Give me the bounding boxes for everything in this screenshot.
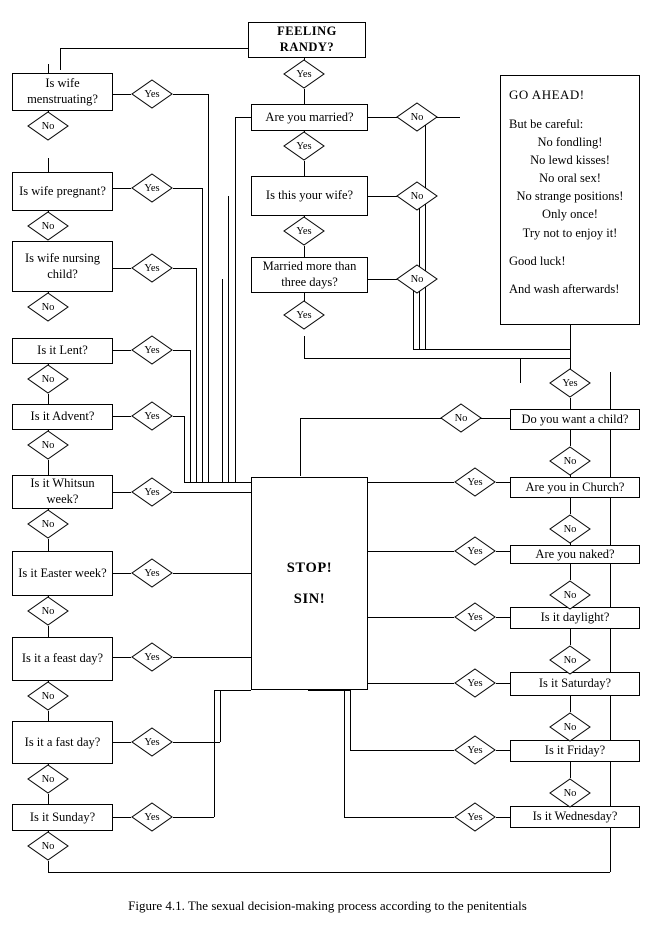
stop-label: STOP! bbox=[286, 559, 333, 576]
connector bbox=[173, 350, 190, 351]
connector bbox=[570, 325, 571, 347]
connector bbox=[425, 349, 570, 350]
decision-no-is-wife-nursing-child: No bbox=[27, 292, 69, 322]
connector bbox=[113, 188, 131, 189]
connector bbox=[520, 358, 521, 383]
connector bbox=[113, 268, 131, 269]
decision-yes-feeling-randy: Yes bbox=[283, 59, 325, 89]
decision-yes-is-it-a-feast-day: Yes bbox=[131, 642, 173, 672]
connector bbox=[304, 89, 305, 104]
decision-yes-married-more-than-three-days: Yes bbox=[283, 300, 325, 330]
connector bbox=[496, 817, 510, 818]
connector bbox=[202, 188, 203, 482]
connector bbox=[304, 336, 305, 358]
decision-yes-are-you-in-church: Yes bbox=[454, 467, 496, 497]
connector bbox=[496, 617, 510, 618]
connector bbox=[368, 551, 454, 552]
node-is-it-a-fast-day: Is it a fast day? bbox=[12, 721, 113, 764]
decision-yes-is-wife-pregnant: Yes bbox=[131, 173, 173, 203]
decision-yes-is-it-saturday: Yes bbox=[454, 668, 496, 698]
connector bbox=[368, 196, 397, 197]
decision-no-are-you-married: No bbox=[396, 102, 438, 132]
connector bbox=[113, 742, 131, 743]
decision-yes-is-it-daylight: Yes bbox=[454, 602, 496, 632]
go-ahead-rule: No fondling! bbox=[537, 134, 603, 149]
connector bbox=[520, 358, 570, 359]
go-ahead-rule: Only once! bbox=[542, 207, 598, 222]
connector bbox=[173, 817, 214, 818]
node-is-wife-nursing-child: Is wife nursing child? bbox=[12, 241, 113, 292]
connector bbox=[304, 358, 520, 359]
connector bbox=[570, 398, 571, 409]
connector bbox=[228, 196, 229, 482]
node-is-it-wednesday: Is it Wednesday? bbox=[510, 806, 640, 828]
decision-yes-are-you-naked: Yes bbox=[454, 536, 496, 566]
connector bbox=[60, 48, 278, 49]
go-ahead-rule: No strange positions! bbox=[516, 189, 624, 204]
decision-yes-is-it-advent: Yes bbox=[131, 401, 173, 431]
connector bbox=[190, 350, 191, 482]
go-ahead-rule: Try not to enjoy it! bbox=[522, 225, 618, 240]
connector bbox=[113, 573, 131, 574]
node-is-it-whitsun-week: Is it Whitsun week? bbox=[12, 475, 113, 509]
decision-no-is-it-whitsun-week: No bbox=[27, 509, 69, 539]
connector bbox=[48, 158, 49, 172]
node-is-it-saturday: Is it Saturday? bbox=[510, 672, 640, 696]
connector bbox=[425, 117, 426, 349]
connector bbox=[570, 696, 571, 712]
connector bbox=[570, 564, 571, 580]
figure-caption: Figure 4.1. The sexual decision-making process according to the penitentials bbox=[128, 898, 527, 913]
terminal-go-ahead bbox=[500, 75, 640, 325]
connector bbox=[350, 690, 351, 750]
decision-yes-is-wife-nursing-child: Yes bbox=[131, 253, 173, 283]
node-married-more-than-three-days: Married more than three days? bbox=[251, 257, 368, 293]
connector bbox=[222, 279, 223, 482]
decision-no-is-it-sunday: No bbox=[27, 831, 69, 861]
connector bbox=[48, 539, 49, 551]
decision-no-is-it-easter-week: No bbox=[27, 596, 69, 626]
connector bbox=[113, 94, 131, 95]
node-is-it-a-feast-day: Is it a feast day? bbox=[12, 637, 113, 681]
connector bbox=[208, 94, 209, 482]
connector bbox=[368, 683, 454, 684]
decision-no-is-it-saturday: No bbox=[549, 712, 591, 742]
decision-yes-is-this-your-wife: Yes bbox=[283, 216, 325, 246]
node-are-you-in-church: Are you in Church? bbox=[510, 477, 640, 498]
terminal-stop-sin bbox=[251, 477, 368, 690]
go-ahead-wash: And wash afterwards! bbox=[509, 281, 620, 296]
connector bbox=[300, 418, 301, 476]
decision-yes-is-wife-menstruating: Yes bbox=[131, 79, 173, 109]
connector bbox=[214, 690, 251, 691]
decision-no-is-it-a-feast-day: No bbox=[27, 681, 69, 711]
decision-yes-is-it-whitsun-week: Yes bbox=[131, 477, 173, 507]
decision-yes-is-it-wednesday: Yes bbox=[454, 802, 496, 832]
connector bbox=[496, 683, 510, 684]
go-ahead-title: GO AHEAD! bbox=[509, 87, 585, 102]
connector bbox=[48, 711, 49, 721]
node-are-you-married: Are you married? bbox=[251, 104, 368, 131]
node-is-it-daylight: Is it daylight? bbox=[510, 607, 640, 629]
decision-no-child-to-stop: No bbox=[440, 403, 482, 433]
decision-yes-is-it-friday: Yes bbox=[454, 735, 496, 765]
connector bbox=[173, 94, 208, 95]
node-are-you-naked: Are you naked? bbox=[510, 545, 640, 564]
decision-yes-is-it-a-fast-day: Yes bbox=[131, 727, 173, 757]
decision-yes-go-ahead: Yes bbox=[549, 368, 591, 398]
node-is-it-easter-week: Is it Easter week? bbox=[12, 551, 113, 596]
decision-no-do-you-want-a-child: No bbox=[549, 446, 591, 476]
connector bbox=[235, 117, 236, 482]
connector bbox=[220, 690, 221, 742]
connector bbox=[173, 742, 220, 743]
connector bbox=[48, 394, 49, 404]
decision-no-is-this-your-wife: No bbox=[396, 181, 438, 211]
connector bbox=[344, 690, 345, 817]
connector bbox=[113, 657, 131, 658]
connector bbox=[304, 246, 305, 257]
connector bbox=[570, 629, 571, 645]
go-ahead-good-luck: Good luck! bbox=[509, 253, 566, 268]
decision-no-is-wife-menstruating: No bbox=[27, 111, 69, 141]
decision-yes-is-it-sunday: Yes bbox=[131, 802, 173, 832]
go-ahead-lead: But be careful: bbox=[509, 116, 584, 131]
decision-no-is-wife-pregnant: No bbox=[27, 211, 69, 241]
connector bbox=[113, 817, 131, 818]
decision-no-are-you-naked: No bbox=[549, 580, 591, 610]
decision-no-is-it-lent: No bbox=[27, 364, 69, 394]
connector bbox=[496, 482, 510, 483]
connector bbox=[184, 416, 185, 482]
connector bbox=[48, 794, 49, 804]
connector bbox=[60, 48, 61, 70]
decision-no-married-more-than-three-days: No bbox=[396, 264, 438, 294]
connector bbox=[368, 482, 454, 483]
connector bbox=[48, 460, 49, 475]
decision-no-is-it-friday: No bbox=[549, 778, 591, 808]
node-is-it-advent: Is it Advent? bbox=[12, 404, 113, 430]
connector bbox=[344, 817, 454, 818]
connector bbox=[496, 750, 510, 751]
connector bbox=[304, 161, 305, 176]
node-is-it-lent: Is it Lent? bbox=[12, 338, 113, 364]
decision-no-is-it-a-fast-day: No bbox=[27, 764, 69, 794]
connector bbox=[570, 498, 571, 514]
connector bbox=[368, 279, 397, 280]
node-is-it-sunday: Is it Sunday? bbox=[12, 804, 113, 831]
connector bbox=[570, 430, 571, 446]
connector bbox=[113, 416, 131, 417]
node-is-wife-menstruating: Is wife menstruating? bbox=[12, 73, 113, 111]
connector bbox=[214, 690, 215, 817]
node-feeling-randy: FEELING RANDY? bbox=[248, 22, 366, 58]
connector bbox=[113, 350, 131, 351]
connector bbox=[173, 492, 251, 493]
connector bbox=[113, 492, 131, 493]
decision-yes-is-it-lent: Yes bbox=[131, 335, 173, 365]
node-is-wife-pregnant: Is wife pregnant? bbox=[12, 172, 113, 211]
connector bbox=[350, 750, 454, 751]
connector bbox=[368, 117, 397, 118]
connector bbox=[570, 762, 571, 778]
connector bbox=[368, 617, 454, 618]
connector bbox=[196, 268, 197, 482]
node-do-you-want-a-child: Do you want a child? bbox=[510, 409, 640, 430]
decision-yes-are-you-married: Yes bbox=[283, 131, 325, 161]
connector bbox=[496, 551, 510, 552]
connector bbox=[173, 416, 184, 417]
connector bbox=[173, 573, 251, 574]
decision-yes-is-it-easter-week: Yes bbox=[131, 558, 173, 588]
go-ahead-rule: No lewd kisses! bbox=[530, 153, 610, 168]
decision-no-are-you-in-church: No bbox=[549, 514, 591, 544]
connector bbox=[173, 657, 251, 658]
go-ahead-rule: No oral sex! bbox=[539, 171, 601, 186]
connector bbox=[300, 418, 440, 419]
sin-label: SIN! bbox=[293, 590, 326, 607]
connector bbox=[173, 188, 202, 189]
node-is-it-friday: Is it Friday? bbox=[510, 740, 640, 762]
connector bbox=[173, 268, 196, 269]
decision-no-is-it-advent: No bbox=[27, 430, 69, 460]
connector bbox=[48, 626, 49, 637]
node-is-this-your-wife: Is this your wife? bbox=[251, 176, 368, 216]
connector bbox=[48, 872, 610, 873]
connector bbox=[184, 482, 251, 483]
decision-no-is-it-daylight: No bbox=[549, 645, 591, 675]
